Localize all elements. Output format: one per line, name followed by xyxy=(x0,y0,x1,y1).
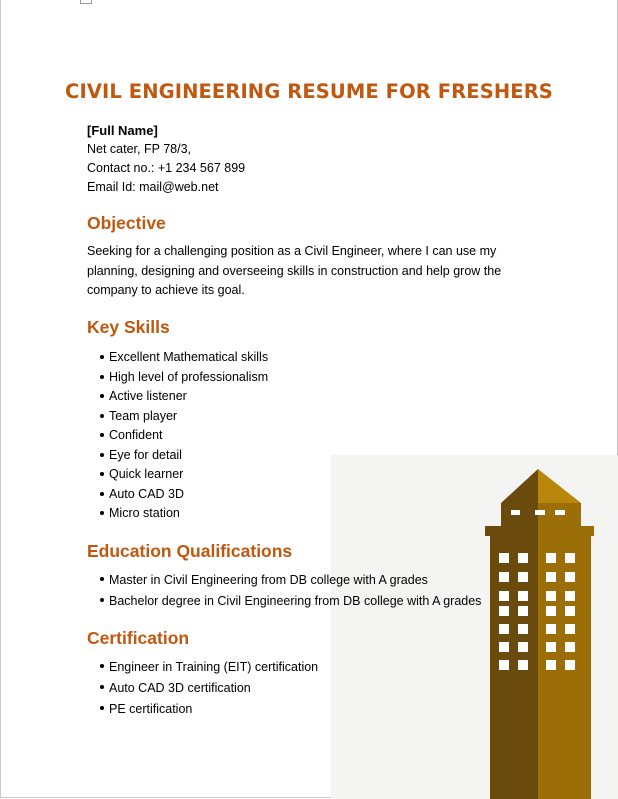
education-list xyxy=(98,570,481,612)
list-item: Team player xyxy=(98,407,268,427)
certification-heading: Certification xyxy=(87,628,190,648)
list-item: Quick learner xyxy=(98,465,268,485)
building-roof-right xyxy=(538,469,581,503)
list-item: Master in Civil Engineering from DB college with A grades xyxy=(98,570,481,591)
building-ledge-left xyxy=(485,526,538,536)
address-line: Net cater, FP 78/3, xyxy=(87,142,191,156)
key-skills-list xyxy=(98,348,268,524)
resume-title: CIVIL ENGINEERING RESUME FOR FRESHERS xyxy=(65,80,553,103)
list-item: Excellent Mathematical skills xyxy=(98,348,268,368)
list-item: Micro station xyxy=(98,504,268,524)
list-item: Eye for detail xyxy=(98,446,268,466)
education-heading: Education Qualifications xyxy=(87,541,293,561)
contact-block xyxy=(87,121,245,197)
email-line: Email Id: mail@web.net xyxy=(87,180,219,194)
list-item: Engineer in Training (EIT) certification xyxy=(98,657,318,678)
objective-text: Seeking for a challenging position as a Civil Engineer, where I can use my planning, designing and overseeing skills in construction and help grow the company to achieve its goal. xyxy=(87,244,502,297)
phone-line: Contact no.: +1 234 567 899 xyxy=(87,161,246,175)
building-body-right xyxy=(538,536,591,799)
ruler-marker xyxy=(80,0,92,4)
list-item: Confident xyxy=(98,426,268,446)
building-icon xyxy=(480,466,596,799)
list-item: Active listener xyxy=(98,387,268,407)
building-body-left xyxy=(490,536,538,799)
objective-heading: Objective xyxy=(87,213,166,233)
key-skills-heading: Key Skills xyxy=(87,317,170,337)
certification-list xyxy=(98,657,318,720)
building-roof-left xyxy=(501,469,538,503)
list-item: Bachelor degree in Civil Engineering from DB college with A grades xyxy=(98,591,481,612)
list-item: High level of professionalism xyxy=(98,368,268,388)
full-name: [Full Name] xyxy=(87,123,158,138)
list-item: Auto CAD 3D certification xyxy=(98,678,318,699)
list-item: PE certification xyxy=(98,699,318,720)
list-item: Auto CAD 3D xyxy=(98,485,268,505)
building-ledge-right xyxy=(538,526,594,536)
